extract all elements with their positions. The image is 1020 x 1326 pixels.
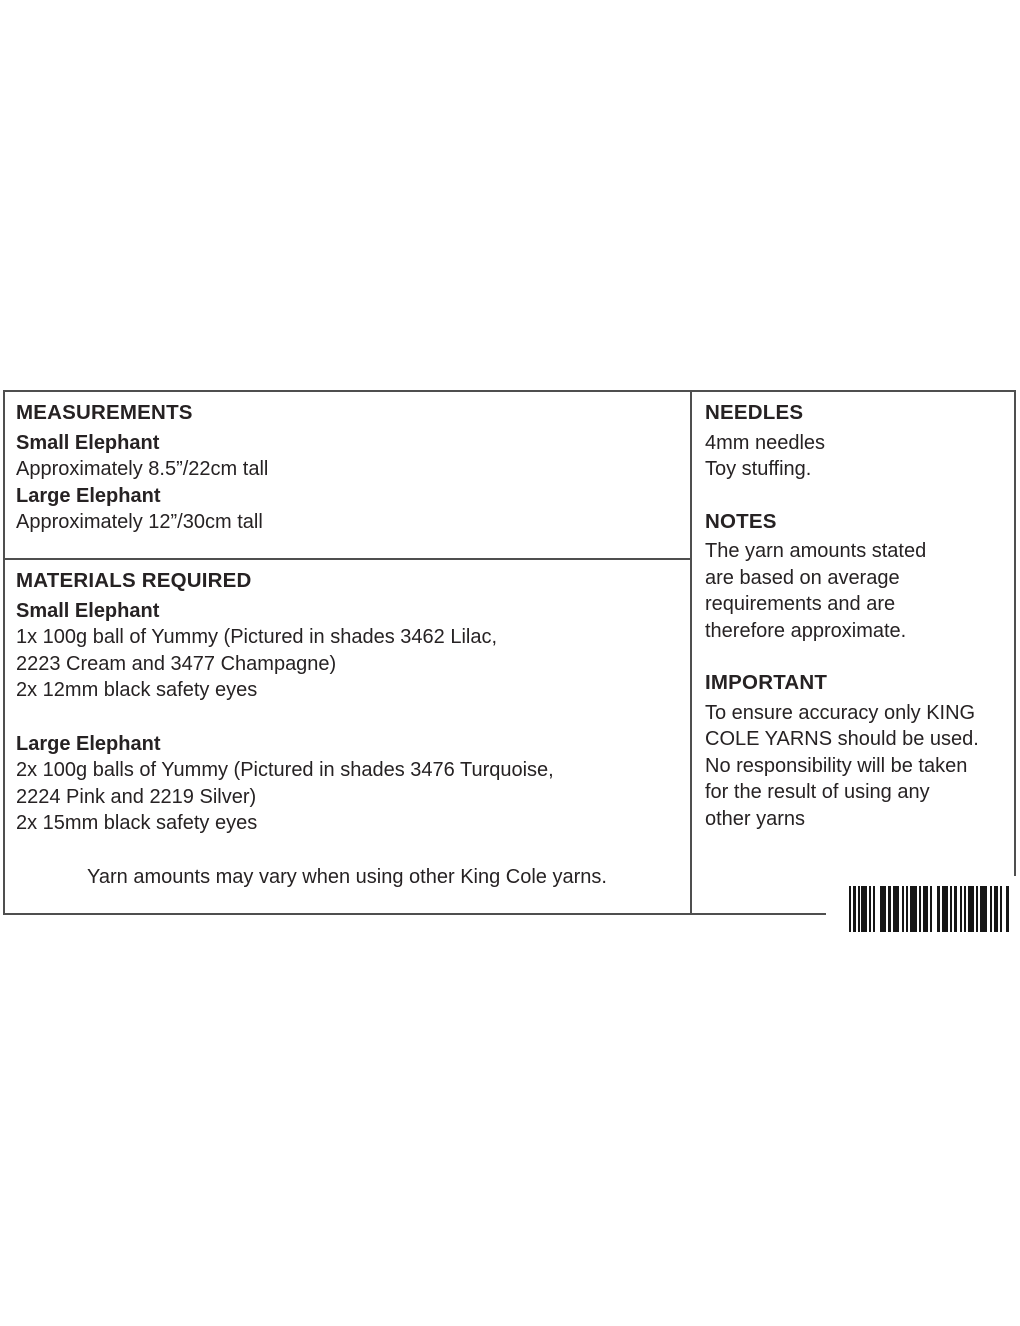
important-line: No responsibility will be taken bbox=[705, 754, 968, 777]
barcode-bars bbox=[849, 886, 1009, 932]
materials-large-elephant-line: 2x 100g balls of Yummy (Pictured in shades 3476 Turquoise, bbox=[16, 759, 554, 781]
materials-small-elephant-line: 1x 100g ball of Yummy (Pictured in shades 3462 Lilac, bbox=[16, 626, 498, 648]
materials-large-elephant-line: 2x 15mm black safety eyes bbox=[16, 812, 258, 834]
notes-line: therefore approximate. bbox=[705, 619, 907, 642]
measurement-small-elephant-label: Small Elephant bbox=[16, 431, 160, 454]
measurement-small-elephant-value: Approximately 8.5”/22cm tall bbox=[16, 458, 269, 480]
notes-section bbox=[705, 509, 1006, 645]
right-column bbox=[694, 392, 1014, 913]
needles-section bbox=[705, 400, 1006, 483]
notes-line: requirements and are bbox=[705, 593, 896, 615]
materials-small-elephant-line: 2x 12mm black safety eyes bbox=[16, 679, 258, 701]
materials-section bbox=[5, 560, 690, 890]
important-line: other yarns bbox=[705, 807, 806, 830]
important-section bbox=[705, 670, 1006, 832]
important-line: To ensure accuracy only KING bbox=[705, 701, 976, 724]
needles-line: Toy stuffing. bbox=[705, 458, 812, 480]
needles-heading: NEEDLES bbox=[705, 401, 804, 424]
notes-heading: NOTES bbox=[705, 509, 777, 533]
measurement-large-elephant-value: Approximately 12”/30cm tall bbox=[16, 511, 263, 533]
notes-line: are based on average bbox=[705, 566, 900, 589]
materials-small-elephant-line: 2223 Cream and 3477 Champagne) bbox=[16, 652, 337, 675]
measurements-section bbox=[5, 392, 690, 560]
pattern-info-panel bbox=[3, 390, 1016, 915]
important-heading: IMPORTANT bbox=[705, 671, 828, 694]
materials-large-elephant-label: Large Elephant bbox=[16, 732, 161, 755]
measurements-heading: MEASUREMENTS bbox=[16, 401, 193, 424]
important-line: for the result of using any bbox=[705, 781, 930, 803]
notes-line: The yarn amounts stated bbox=[705, 540, 927, 562]
important-line: COLE YARNS should be used. bbox=[705, 728, 979, 750]
left-column bbox=[5, 392, 692, 913]
materials-heading: MATERIALS REQUIRED bbox=[16, 569, 252, 592]
materials-large-elephant-line: 2224 Pink and 2219 Silver) bbox=[16, 785, 257, 808]
barcode bbox=[826, 876, 1020, 936]
materials-small-elephant-label: Small Elephant bbox=[16, 599, 160, 622]
needles-line: 4mm needles bbox=[705, 431, 826, 454]
yarn-amounts-note: Yarn amounts may vary when using other King Cole yarns. bbox=[87, 865, 607, 888]
measurement-large-elephant-label: Large Elephant bbox=[16, 484, 161, 507]
